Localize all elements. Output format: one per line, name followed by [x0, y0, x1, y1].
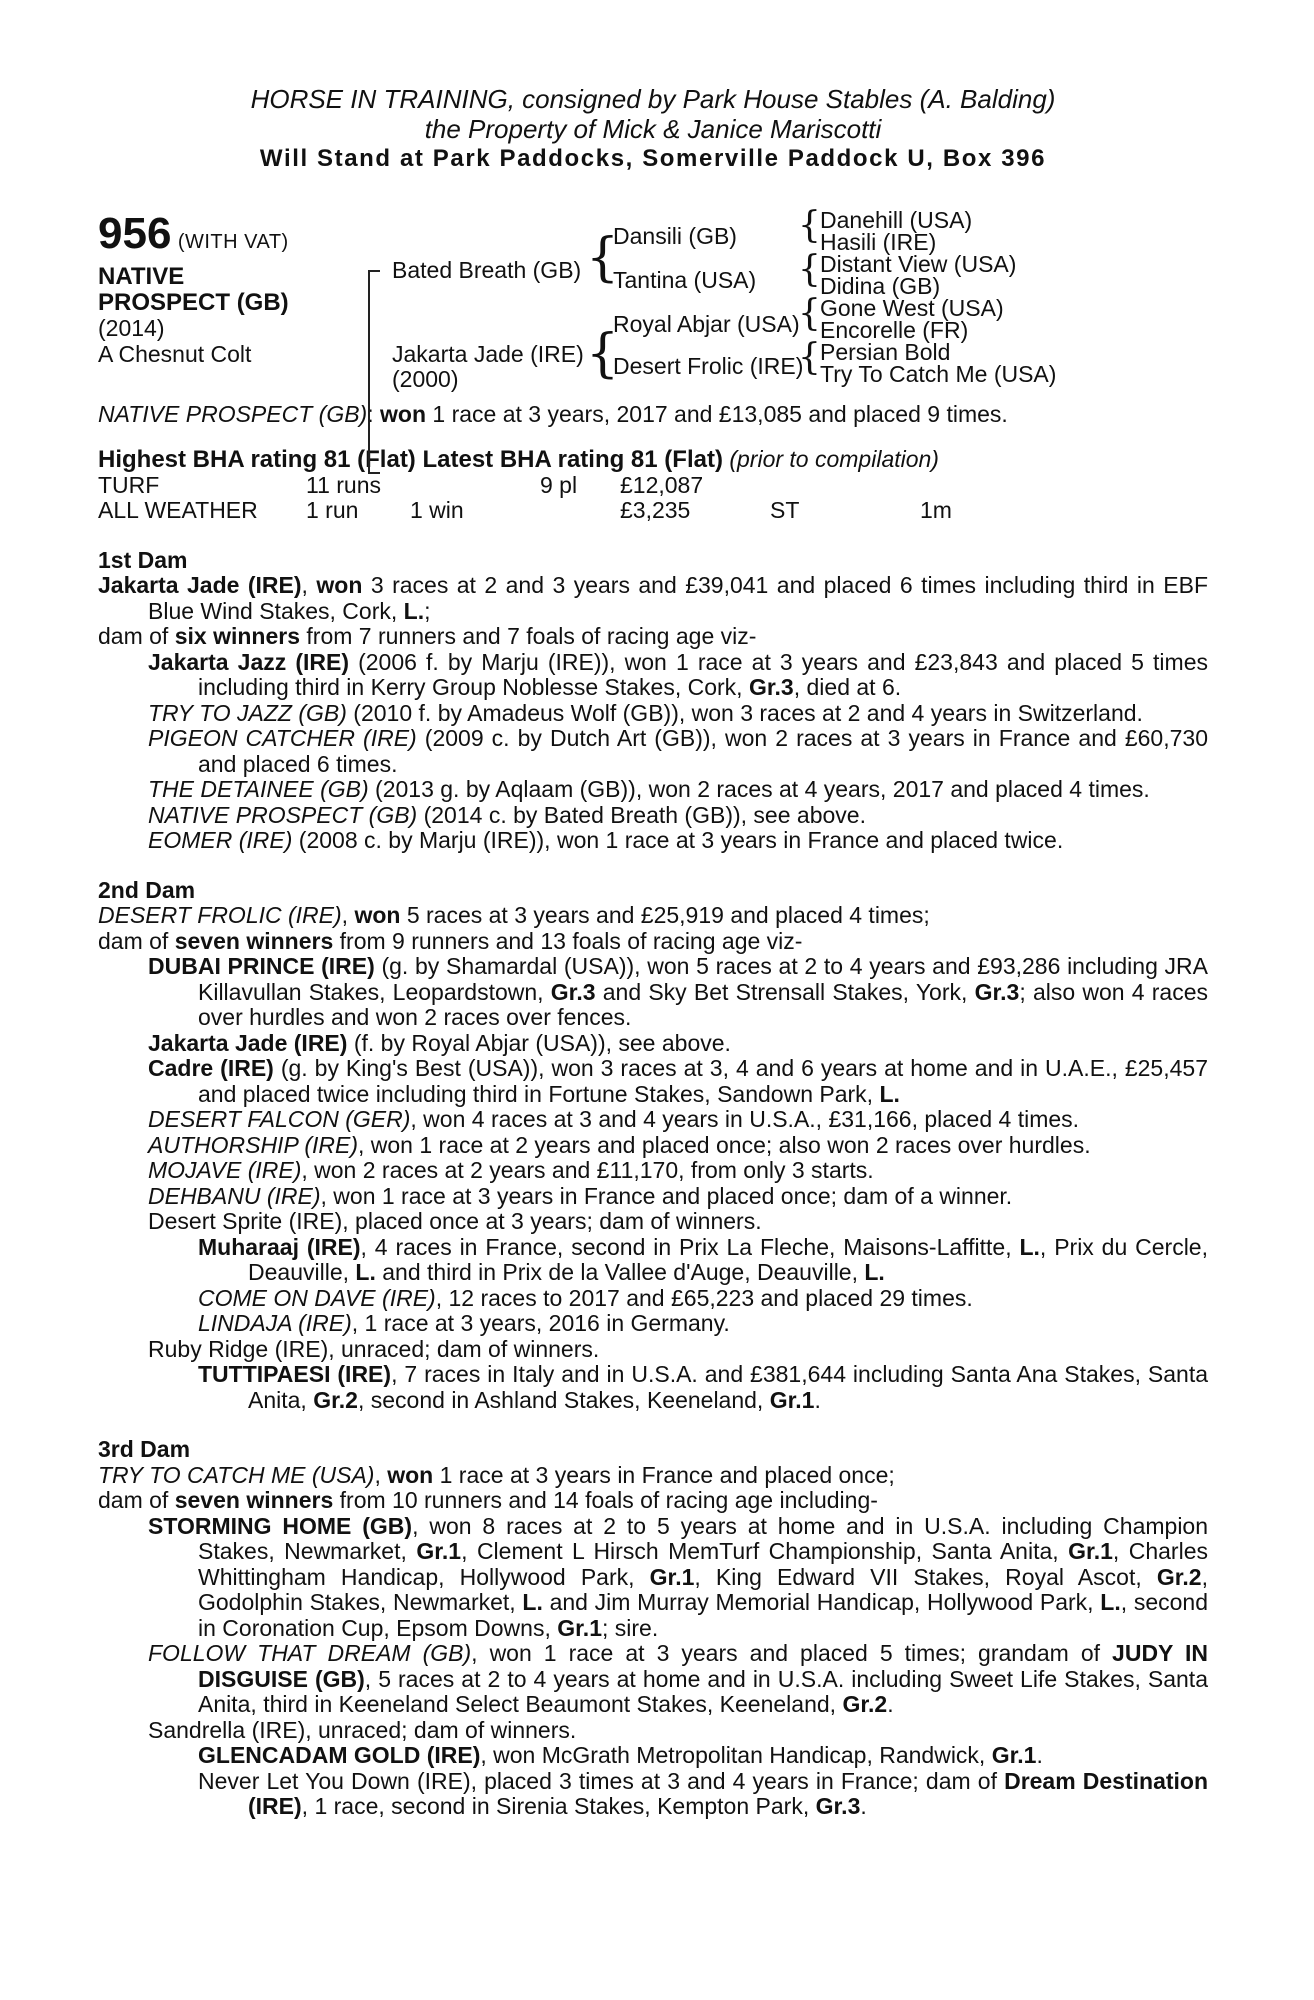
owner-line: the Property of Mick & Janice Mariscotti: [424, 114, 882, 144]
dam: Jakarta Jade (IRE): [392, 340, 584, 367]
third-dam-record: TRY TO CATCH ME (USA), won 1 race at 3 years in France and placed once;: [98, 1461, 895, 1488]
consignor-line: HORSE IN TRAINING, consigned by Park House Stables (A. Balding): [250, 84, 1056, 114]
horse-name-1: NATIVE: [98, 262, 185, 290]
third-dam-section: [98, 1437, 1208, 1820]
race-record-going: ST: [770, 497, 800, 523]
race-record-surface: TURF: [98, 471, 160, 498]
second-dam-record: DESERT FROLIC (IRE), won 5 races at 3 years and £25,919 and placed 4 times;: [98, 902, 930, 928]
brace-g3: {: [798, 292, 821, 334]
offspring-item: PIGEON CATCHER (IRE) (2009 c. by Dutch Art (GB)), won 2 races at 3 years in France and £60,730 and placed 6 times.: [148, 725, 1208, 777]
second-dam-heading: 2nd Dam: [98, 876, 196, 903]
brace-g1: {: [798, 204, 821, 246]
race-record-places: [540, 498, 620, 524]
grand-offspring-item: GLENCADAM GOLD (IRE), won McGrath Metropolitan Handicap, Randwick, Gr.1.: [198, 1742, 1043, 1768]
gg-6: Encorelle (FR): [820, 316, 969, 343]
catalogue-page: [98, 84, 1208, 1820]
first-dam-record: Jakarta Jade (IRE), won 3 races at 2 and 3 years and £39,041 and placed 6 times including third in EBF Blue Wind Stakes, Cork, L.;: [98, 572, 1208, 624]
race-record-row: [98, 473, 980, 499]
offspring-item: FOLLOW THAT DREAM (GB), won 1 race at 3 years and placed 5 times; grandam of JUDY IN DISGUISE (GB), 5 races at 2 to 4 years at home and in U.S.A. including Sweet Life Stakes, Santa Anita, third in Keeneland Select Beaumont Stakes, Keeneland, Gr.2.: [148, 1640, 1209, 1717]
lot-number: 956: [98, 208, 172, 258]
gg-8: Try To Catch Me (USA): [820, 360, 1057, 387]
race-record-runs: 1 run: [306, 497, 359, 523]
race-record-wins: [410, 473, 540, 499]
third-dam-produce: dam of seven winners from 10 runners and 14 foals of racing age including-: [98, 1487, 878, 1513]
race-record-dist: 1m: [920, 497, 952, 523]
sire-dam: Tantina (USA): [613, 266, 757, 293]
offspring-item: AUTHORSHIP (IRE), won 1 race at 2 years and placed once; also won 2 races over hurdles.: [148, 1131, 1091, 1158]
offspring-item: Ruby Ridge (IRE), unraced; dam of winners.: [148, 1335, 600, 1362]
offspring-item: EOMER (IRE) (2008 c. by Marju (IRE)), won 1 race at 3 years in France and placed twice.: [148, 827, 1064, 853]
grand-offspring-item: COME ON DAVE (IRE), 12 races to 2017 and £65,223 and placed 29 times.: [198, 1284, 973, 1311]
catalogue-header: [98, 84, 1208, 172]
grand-offspring-item: LINDAJA (IRE), 1 race at 3 years, 2016 in Germany.: [198, 1310, 730, 1336]
second-dam-produce: dam of seven winners from 9 runners and 13 foals of racing age viz-: [98, 927, 803, 954]
race-record-prize: £3,235: [620, 497, 691, 523]
second-dam-section: [98, 878, 1208, 1414]
offspring-item: MOJAVE (IRE), won 2 races at 2 years and £11,170, from only 3 starts.: [148, 1157, 874, 1183]
offspring-item: DEHBANU (IRE), won 1 race at 3 years in France and placed once; dam of a winner.: [148, 1182, 1013, 1209]
race-record-going: [770, 473, 920, 499]
stand-location: Will Stand at Park Paddocks, Somerville Paddock U, Box 396: [259, 145, 1047, 172]
offspring-item: Jakarta Jazz (IRE) (2006 f. by Marju (IRE)), won 1 race at 3 years and £23,843 and placed 5 times including third in Kerry Group Noblesse Stakes, Cork, Gr.3, died at 6.: [148, 648, 1208, 700]
race-record-prize: £12,087: [620, 471, 704, 498]
pedigree-block: [98, 204, 1208, 464]
race-record-wins: 1 win: [410, 497, 464, 523]
offspring-item: NATIVE PROSPECT (GB) (2014 c. by Bated Breath (GB)), see above.: [148, 801, 866, 828]
bha-rating: Highest BHA rating 81 (Flat) Latest BHA rating 81 (Flat) (prior to compilation): [98, 446, 939, 473]
vat-note: (WITH VAT): [177, 230, 289, 253]
horse-description: A Chesnut Colt: [98, 340, 252, 367]
race-record-table: [98, 473, 980, 524]
brace-sire: {: [586, 227, 620, 288]
dam-sire: Royal Abjar (USA): [613, 310, 800, 337]
gg-4: Didina (GB): [820, 272, 941, 299]
race-record-dist: [920, 473, 980, 499]
dam-year: (2000): [392, 365, 459, 392]
foaling-year: (2014): [98, 314, 165, 341]
gg-2: Hasili (IRE): [820, 228, 937, 255]
sire: Bated Breath (GB): [392, 256, 582, 283]
gg-7: Persian Bold: [820, 338, 951, 365]
offspring-item: Cadre (IRE) (g. by King's Best (USA)), won 3 races at 3, 4 and 6 years at home and in U.A.E., £25,457 and placed twice including third in Fortune Stakes, Sandown Park, L.: [148, 1055, 1208, 1107]
offspring-item: Desert Sprite (IRE), placed once at 3 years; dam of winners.: [148, 1208, 762, 1234]
gg-3: Distant View (USA): [820, 250, 1017, 277]
first-dam-produce: dam of six winners from 7 runners and 7 foals of racing age viz-: [98, 623, 757, 649]
race-record-surface: ALL WEATHER: [98, 497, 258, 523]
brace-dam: {: [586, 323, 620, 384]
race-record-runs: 11 runs: [306, 471, 382, 498]
offspring-item: Sandrella (IRE), unraced; dam of winners.: [148, 1716, 577, 1743]
offspring-item: Jakarta Jade (IRE) (f. by Royal Abjar (USA)), see above.: [148, 1029, 731, 1056]
horse-name-2: PROSPECT (GB): [98, 288, 289, 316]
first-dam-heading: 1st Dam: [98, 546, 188, 573]
race-record-places: 9 pl: [540, 471, 578, 498]
grand-offspring-item: TUTTIPAESI (IRE), 7 races in Italy and in U.S.A. and £381,644 including Santa Ana Stakes, Santa Anita, Gr.2, second in Ashland Stakes, Keeneland, Gr.1.: [198, 1361, 1208, 1413]
grand-offspring-item: Muharaaj (IRE), 4 races in France, second in Prix La Fleche, Maisons-Laffitte, L., Prix du Cercle, Deauville, L. and third in Prix de la Vallee d'Auge, Deauville, L.: [198, 1233, 1208, 1285]
offspring-item: DUBAI PRINCE (IRE) (g. by Shamardal (USA)), won 5 races at 2 to 4 years and £93,286 including JRA Killavullan Stakes, Leopardstown, Gr.3 and Sky Bet Strensall Stakes, York, Gr.3; also won 4 races over hurdles and won 2 races over fences.: [148, 953, 1209, 1030]
grand-offspring-item: Never Let You Down (IRE), placed 3 times at 3 and 4 years in France; dam of Dream Destination (IRE), 1 race, second in Sirenia Stakes, Kempton Park, Gr.3.: [198, 1767, 1209, 1819]
dam-dam: Desert Frolic (IRE): [613, 352, 804, 379]
offspring-item: DESERT FALCON (GER), won 4 races at 3 and 4 years in U.S.A., £31,166, placed 4 times.: [148, 1106, 1080, 1132]
third-dam-heading: 3rd Dam: [98, 1436, 191, 1462]
pedigree-bracket-main: [368, 270, 380, 474]
offspring-item: STORMING HOME (GB), won 8 races at 2 to 5 years at home and in U.S.A. including Champion Stakes, Newmarket, Gr.1, Clement L Hirsch MemTurf Championship, Santa Anita, Gr.1, Charles Whittingham Handicap, Hollywood Park, Gr.1, King Edward VII Stakes, Royal Ascot, Gr.2, Godolphin Stakes, Newmarket, L. and Jim Murray Memorial Handicap, Hollywood Park, L., second in Coronation Cup, Epsom Downs, Gr.1; sire.: [148, 1512, 1209, 1641]
brace-g4: {: [798, 336, 821, 378]
sire-sire: Dansili (GB): [613, 222, 737, 249]
race-summary: NATIVE PROSPECT (GB): won 1 race at 3 years, 2017 and £13,085 and placed 9 times.: [98, 400, 1008, 427]
first-dam-section: [98, 548, 1208, 854]
offspring-item: THE DETAINEE (GB) (2013 g. by Aqlaam (GB)), won 2 races at 4 years, 2017 and placed 4 times.: [148, 776, 1150, 802]
gg-5: Gone West (USA): [820, 294, 1004, 321]
brace-g2: {: [798, 248, 821, 290]
race-record-row: [98, 498, 980, 524]
lot-number-line: [98, 208, 289, 264]
gg-1: Danehill (USA): [820, 206, 973, 233]
offspring-item: TRY TO JAZZ (GB) (2010 f. by Amadeus Wolf (GB)), won 3 races at 2 and 4 years in Switzerland.: [148, 699, 1143, 726]
